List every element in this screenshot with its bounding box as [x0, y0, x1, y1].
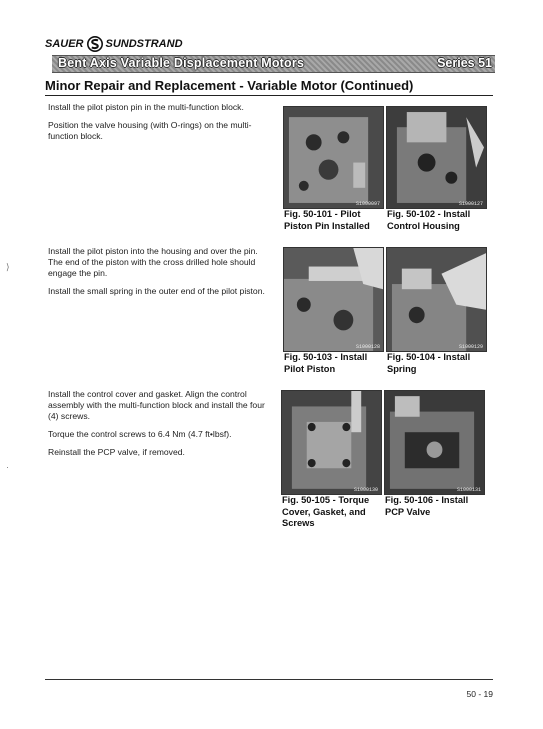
- brand-name-left: SAUER: [45, 38, 84, 50]
- series-label: Series 51: [437, 56, 492, 70]
- step-text: Install the pilot piston pin in the multi-function block.: [48, 102, 244, 112]
- title-divider: [45, 95, 493, 96]
- page-number: 50 - 19: [466, 689, 493, 699]
- photo-control-housing: [386, 106, 487, 209]
- figure-caption: Fig. 50-102 - Install Control Housing: [387, 209, 471, 231]
- figure-caption: Fig. 50-104 - Install Spring: [387, 352, 471, 374]
- step-text: Install the pilot piston into the housing and over the pin. The end of the piston with the cross drilled hole should engage the pin.: [48, 246, 258, 278]
- photo-id: S1000128: [355, 344, 380, 350]
- step-text: Install the small spring in the outer end of the pilot piston.: [48, 286, 265, 296]
- photo-id: S1000130: [353, 487, 378, 493]
- figure-caption: Fig. 50-106 - Install PCP Valve: [385, 495, 469, 517]
- banner-title: Bent Axis Variable Displacement Motors: [58, 56, 305, 70]
- figure-caption: Fig. 50-105 - Torque Cover, Gasket, and Screws: [282, 495, 370, 528]
- margin-mark: ⟩: [6, 262, 10, 272]
- step-text: Reinstall the PCP valve, if removed.: [48, 447, 185, 457]
- photo-id: S1000129: [458, 344, 483, 350]
- figure-caption: Fig. 50-101 - Pilot Piston Pin Installed: [284, 209, 370, 231]
- step-text: Torque the control screws to 6.4 Nm (4.7 ft•lbsf).: [48, 429, 232, 439]
- footer-divider: [45, 679, 493, 680]
- figure-caption: Fig. 50-103 - Install Pilot Piston: [284, 352, 368, 374]
- photo-id: S1000131: [456, 487, 481, 493]
- brand-name-right: SUNDSTRAND: [105, 38, 183, 50]
- brand-logo: [45, 36, 183, 52]
- sauer-sundstrand-logo-icon: [87, 36, 103, 52]
- step-text: Install the control cover and gasket. Align the control assembly with the multi-function block and install the four (4) screws.: [48, 389, 265, 421]
- photo-pilot-piston-pin: [283, 106, 384, 209]
- photo-pilot-piston: [283, 247, 384, 352]
- photo-spring: [386, 247, 487, 352]
- photo-torque-cover: [281, 390, 382, 495]
- photo-id: S1000127: [458, 201, 483, 207]
- margin-mark: ·: [6, 462, 9, 472]
- page-title: Minor Repair and Replacement - Variable Motor (Continued): [45, 78, 414, 93]
- photo-pcp-valve: [384, 390, 485, 495]
- photo-id: S1000097: [355, 201, 380, 207]
- step-text: Position the valve housing (with O-rings) on the multi-function block.: [48, 120, 252, 141]
